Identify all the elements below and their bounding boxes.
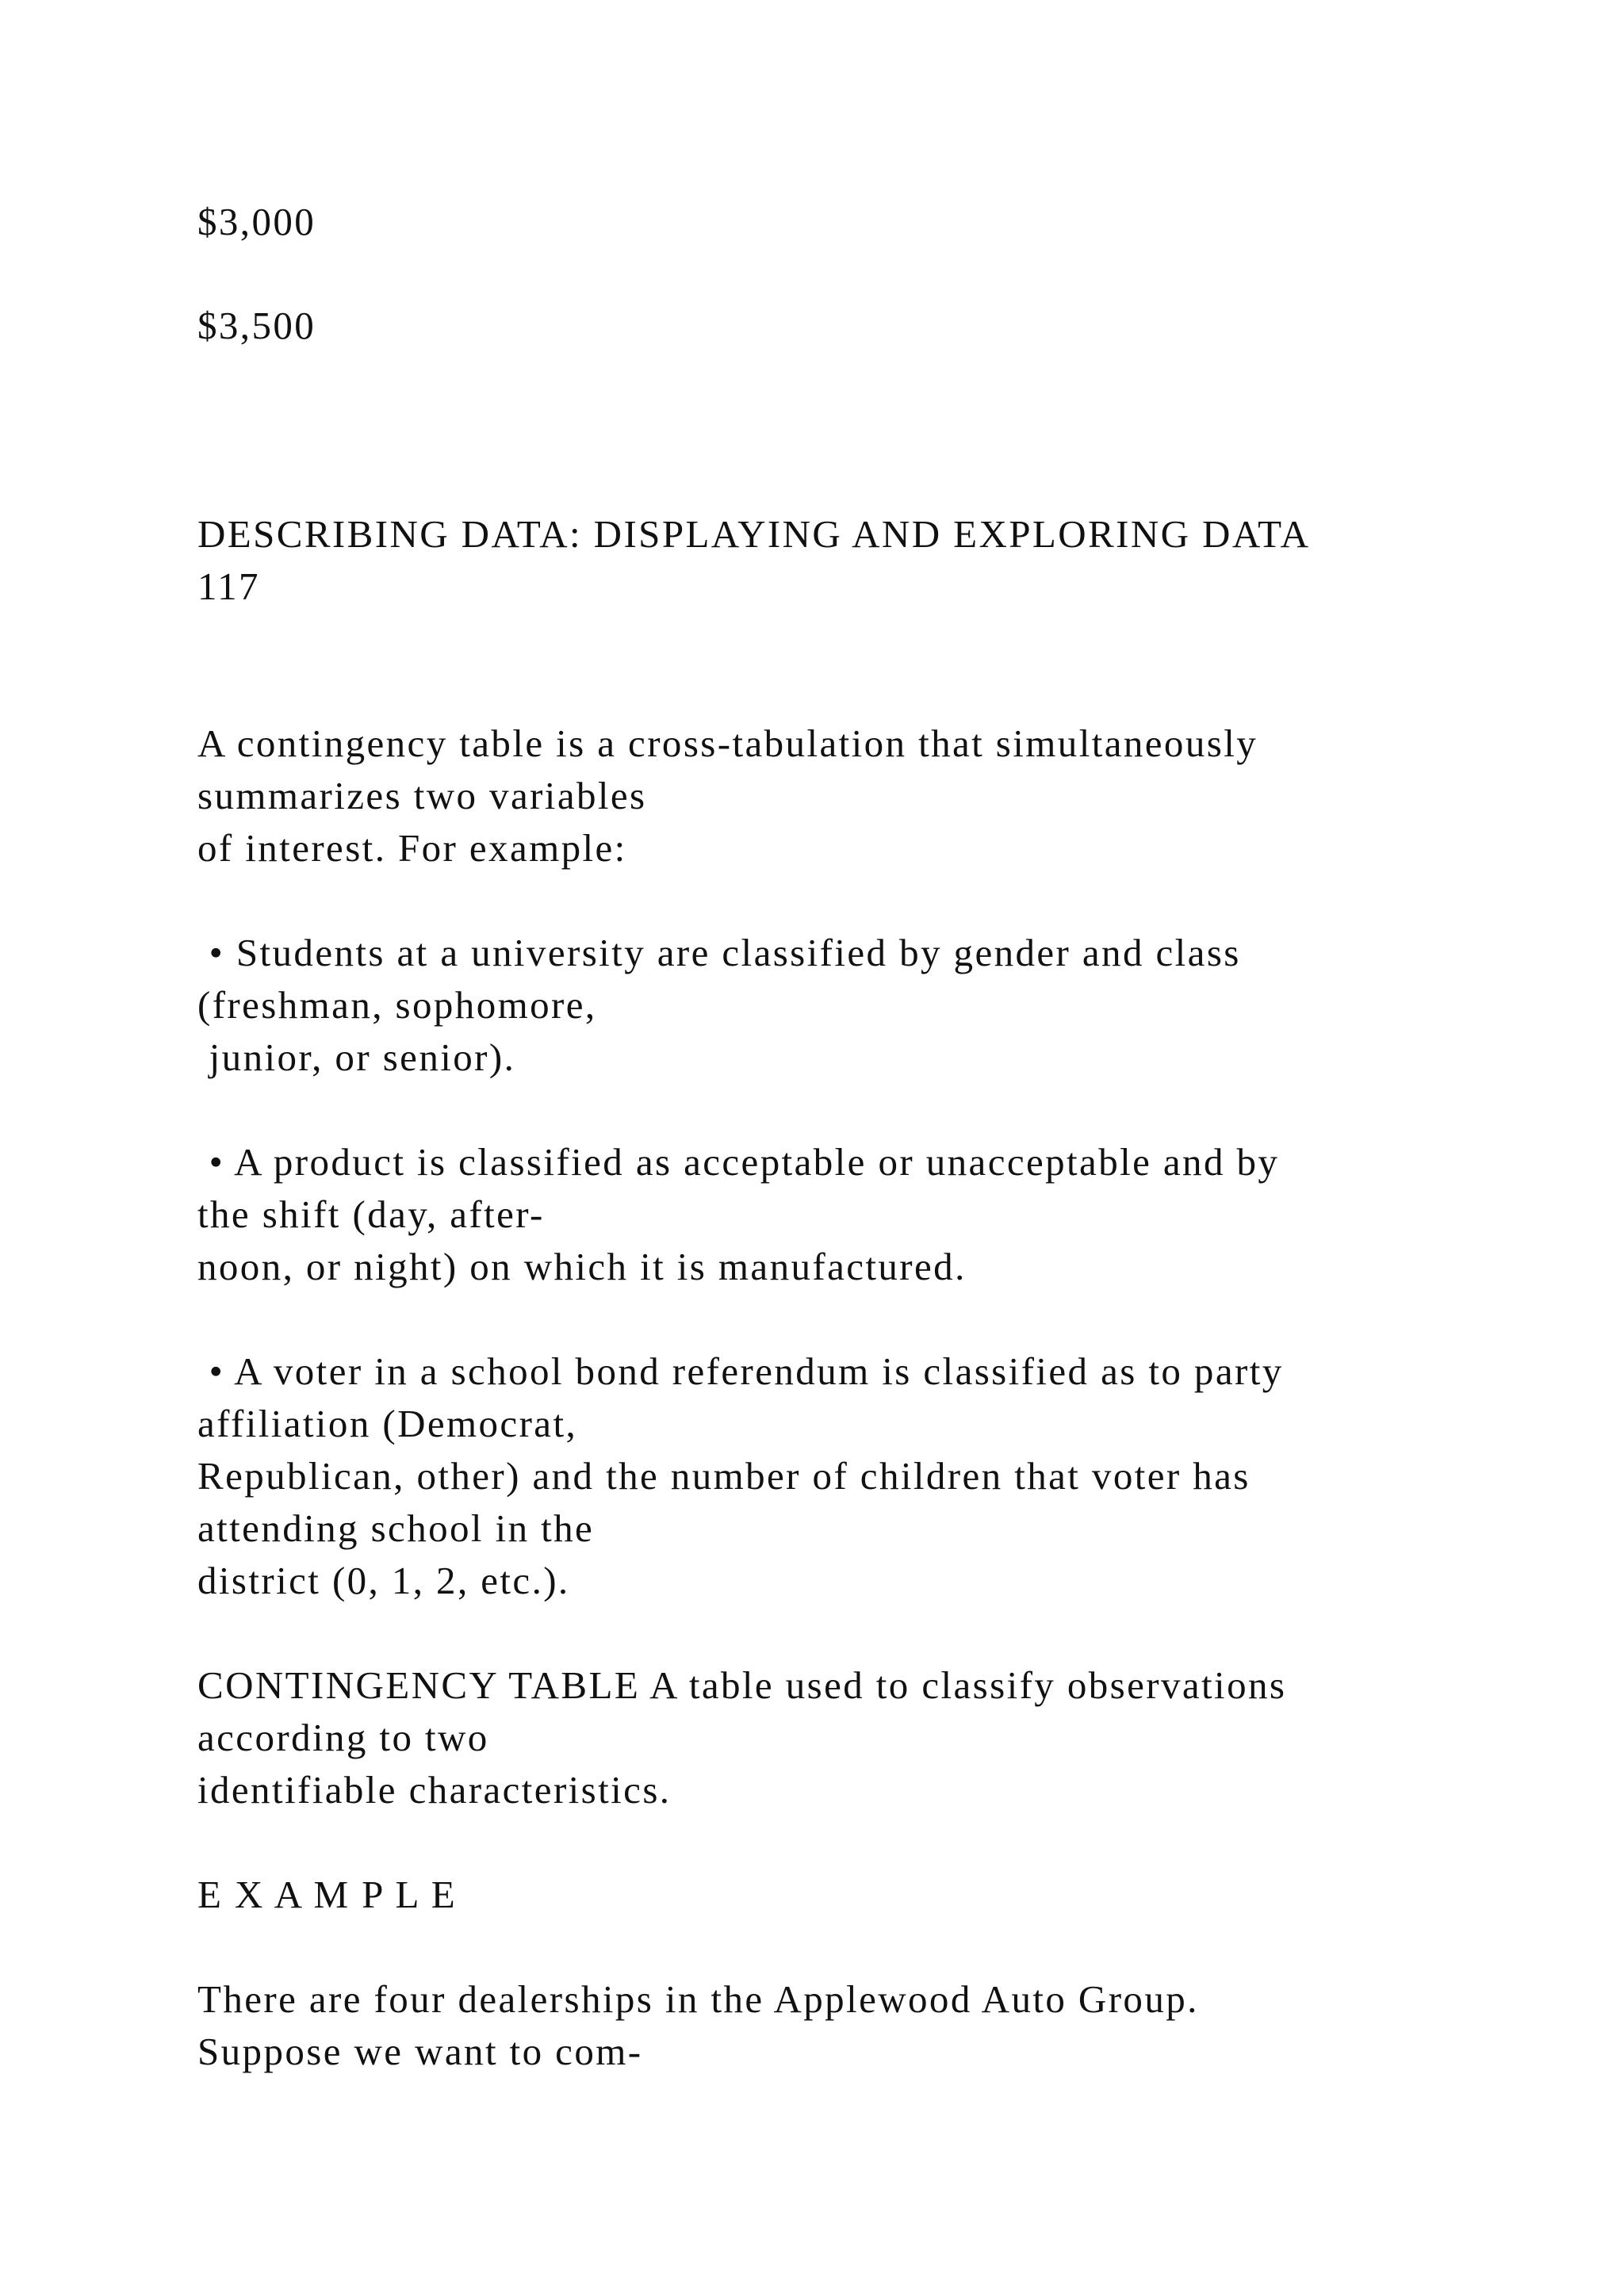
bullet-item-line: junior, or senior). [197,1035,516,1079]
bullet-item-line: Republican, other) and the number of children that voter has [197,1454,1251,1498]
paragraph-line: summarizes two variables [197,774,647,817]
definition-line: identifiable characteristics. [197,1768,672,1812]
bullet-item-line: affiliation (Democrat, [197,1402,578,1445]
example-heading: E X A M P L E [197,1873,458,1916]
bullet-item-line: • A voter in a school bond referendum is classified as to party [197,1349,1284,1393]
example-paragraph-line: Suppose we want to com- [197,2030,643,2073]
value-3000: $3,000 [197,200,316,243]
example-paragraph-line: There are four dealerships in the Applewood Auto Group. [197,1977,1199,2021]
definition-line: according to two [197,1716,489,1759]
bullet-item-line: district (0, 1, 2, etc.). [197,1559,570,1602]
page-number: 117 [197,564,260,608]
bullet-item-line: • Students at a university are classified by gender and class [197,931,1241,974]
bullet-item-line: noon, or night) on which it is manufactured. [197,1245,967,1288]
page-header-title: DESCRIBING DATA: DISPLAYING AND EXPLORING DATA [197,512,1311,556]
bullet-item-line: attending school in the [197,1506,595,1550]
paragraph-line: of interest. For example: [197,826,627,870]
bullet-item-line: • A product is classified as acceptable or unacceptable and by [197,1140,1280,1184]
value-3500: $3,500 [197,304,316,347]
paragraph-line: A contingency table is a cross-tabulation that simultaneously [197,721,1258,765]
bullet-item-line: the shift (day, after- [197,1192,545,1236]
bullet-item-line: (freshman, sophomore, [197,983,597,1027]
definition-line: CONTINGENCY TABLE A table used to classify observations [197,1663,1287,1707]
